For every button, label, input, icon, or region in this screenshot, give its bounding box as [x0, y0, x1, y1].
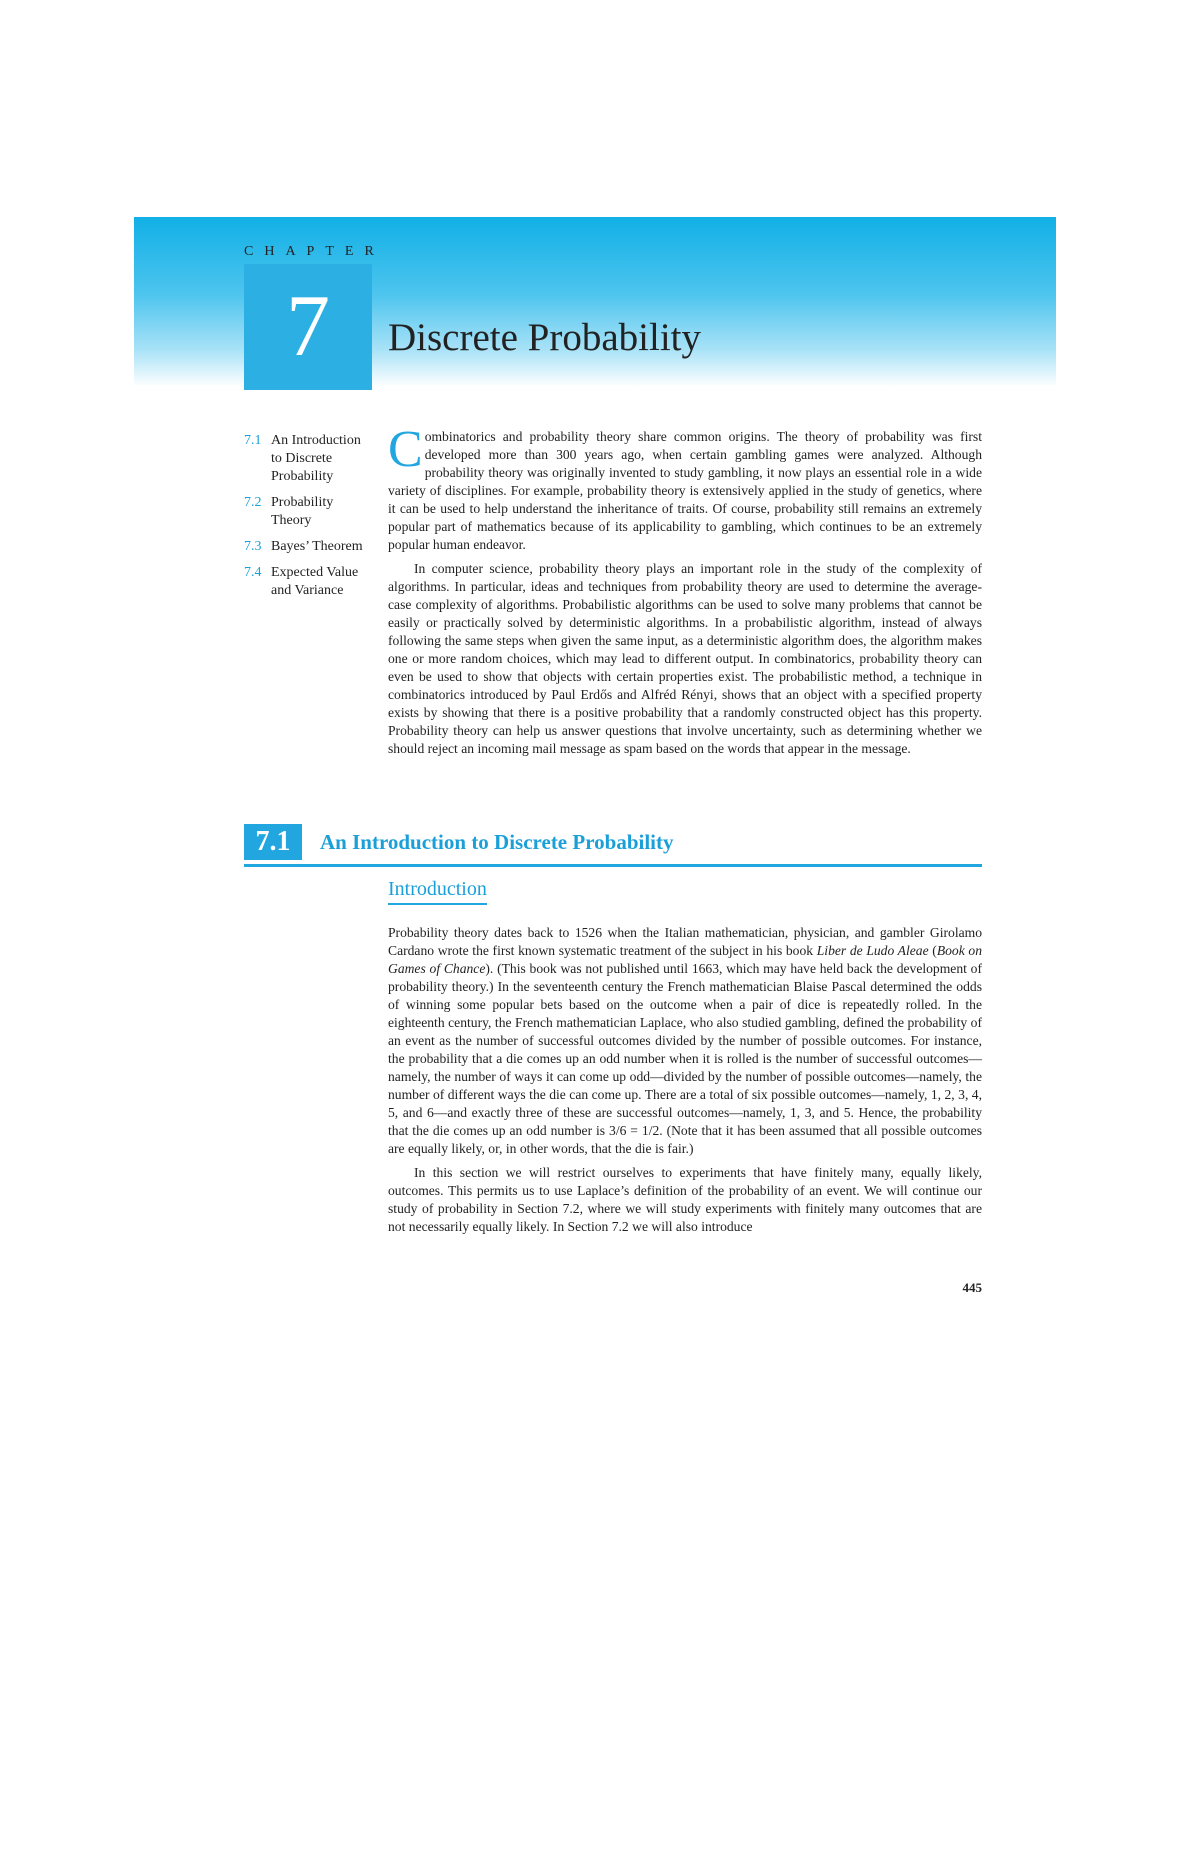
section-paragraph-1: [388, 924, 982, 1158]
toc-item: [244, 538, 374, 556]
toc-item-number: 7.4: [244, 565, 262, 580]
chapter-number-box: [244, 264, 372, 390]
section-number-box: 7.1: [244, 824, 302, 860]
intro-paragraph-1: [388, 421, 982, 554]
book-title-english: Book on Games of Chance: [388, 943, 982, 976]
toc-item-text: An Introduction to Discrete Probability: [271, 433, 361, 484]
chapter-number: 7: [286, 278, 330, 375]
toc-item-text: Probability Theory: [271, 495, 334, 528]
section-heading: [244, 824, 982, 867]
toc-item-number: 7.1: [244, 433, 262, 448]
section-body: [388, 924, 982, 1242]
toc-item: [244, 494, 374, 530]
chapter-toc: [244, 432, 374, 608]
drop-cap: C: [388, 421, 423, 478]
chapter-intro: [388, 421, 982, 764]
toc-item: [244, 564, 374, 600]
toc-item-number: 7.2: [244, 495, 262, 510]
section-paragraph-2: In this section we will restrict ourselves to experiments that have finitely many, equally likely, outcomes. This permits us to use Laplace’s definition of the probability of an event. We will continue our study of probability in Section 7.2, where we will study experiments with finitely many outcomes that are not necessarily equally likely. In Section 7.2 we will also introduce: [388, 1165, 982, 1234]
toc-item-text: Expected Value and Variance: [271, 565, 359, 598]
chapter-label: CHAPTER: [244, 244, 385, 259]
paragraph-text: (: [928, 943, 937, 958]
intro-paragraph-1-text: ombinatorics and probability theory share common origins. The theory of probability was first developed more than 300 years ago, when certain gambling games were analyzed. Although probability theory was originally invented to study gambling, it now plays an essential role in a wide variety of disciplines. For example, probability theory is extensively applied in the study of genetics, where it can be used to help understand the inheritance of traits. Of course, probability still remains an extremely popular part of mathematics because of its applicability to gambling, which continues to be an extremely popular human endeavor.: [388, 429, 982, 552]
chapter-title: Discrete Probability: [388, 316, 702, 359]
toc-item-number: 7.3: [244, 539, 262, 554]
paragraph-text: ). (This book was not published until 1663, which may have held back the development of probability theory.) In the seventeenth century the French mathematician Blaise Pascal determined the odds of winning some popular bets based on the outcome when a pair of dice is repeatedly rolled. In the eighteenth century, the French mathematician Laplace, who also studied gambling, defined the probability of an event as the number of successful outcomes divided by the number of possible outcomes. For instance, the probability that a die comes up an odd number when it is rolled is the number of successful outcomes—namely, the number of ways it can come up odd—divided by the number of possible outcomes—namely, the number of different ways the die can come up. There are a total of six possible outcomes—namely, 1, 2, 3, 4, 5, and 6—and exactly three of these are successful outcomes—namely, 1, 3, and 5. Hence, the probability that the die comes up an odd number is 3/6 = 1/2. (Note that it has been assumed that all possible outcomes are equally likely, or, in other words, that the die is fair.): [388, 961, 982, 1156]
intro-paragraph-2: In computer science, probability theory plays an important role in the study of the complexity of algorithms. In particular, ideas and techniques from probability theory are used to determine the average-case complexity of algorithms. Probabilistic algorithms can be used to solve many problems that cannot be easily or practically solved by deterministic algorithms. In a probabilistic algorithm, instead of always following the same steps when given the same input, as a deterministic algorithm does, the algorithm makes one or more random choices, which may lead to different output. In combinatorics, probability theory can even be used to show that objects with certain properties exist. The probabilistic method, a technique in combinatorics introduced by Paul Erdős and Alfréd Rényi, shows that an object with a specified property exists by showing that there is a positive probability that a randomly constructed object has this property. Probability theory can help us answer questions that involve uncertainty, such as determining whether we should reject an incoming mail message as spam based on the words that appear in the message.: [388, 561, 982, 756]
toc-item-text: Bayes’ Theorem: [271, 539, 363, 554]
subsection-heading: Introduction: [388, 878, 487, 905]
book-title-latin: Liber de Ludo Aleae: [816, 943, 929, 958]
paragraph-text: Probability theory dates back to 1526 when the Italian mathematician, physician, and gambler Girolamo Cardano wrote the first known systematic treatment of the subject in his book: [388, 925, 982, 958]
page-number: 445: [962, 1280, 982, 1295]
section-title: An Introduction to Discrete Probability: [320, 830, 674, 854]
toc-item: [244, 432, 374, 486]
